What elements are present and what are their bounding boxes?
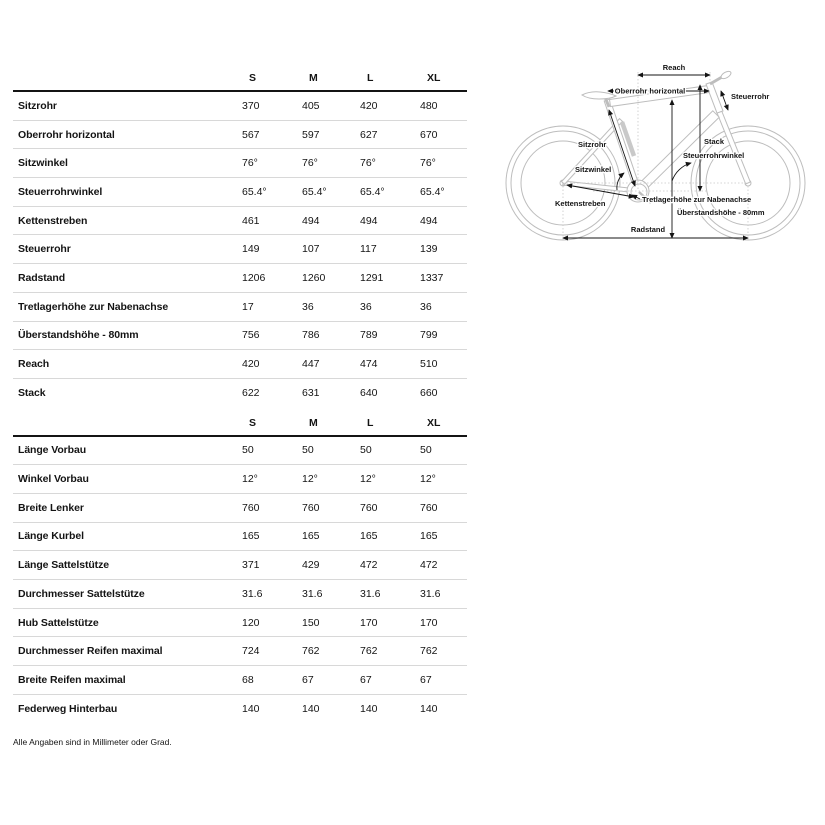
row-value-l: 165	[360, 530, 378, 543]
column-header-l: L	[367, 72, 374, 84]
row-value-m: 140	[302, 703, 320, 716]
row-label: Winkel Vorbau	[18, 473, 89, 486]
row-value-m: 405	[302, 99, 320, 112]
row-label: Durchmesser Reifen maximal	[18, 645, 163, 658]
row-value-m: 786	[302, 329, 320, 342]
row-value-s: 622	[242, 387, 260, 400]
row-label: Durchmesser Sattelstütze	[18, 587, 145, 600]
row-value-xl: 67	[420, 673, 432, 686]
row-label: Kettenstreben	[18, 214, 88, 227]
row-value-xl: 31.6	[420, 587, 441, 600]
row-label: Steuerrohrwinkel	[18, 185, 103, 198]
row-value-s: 461	[242, 214, 260, 227]
row-value-s: 1206	[242, 271, 266, 284]
column-header-xl: XL	[427, 416, 441, 429]
table-row	[13, 437, 467, 466]
units-footnote: Alle Angaben sind in Millimeter oder Grad.	[13, 737, 172, 748]
row-value-m: 31.6	[302, 587, 323, 600]
row-value-xl: 65.4°	[420, 185, 445, 198]
table-row	[13, 609, 467, 638]
row-value-m: 36	[302, 300, 314, 313]
row-value-l: 140	[360, 703, 378, 716]
row-value-xl: 472	[420, 559, 438, 572]
row-value-l: 76°	[360, 157, 376, 170]
row-value-xl: 494	[420, 214, 438, 227]
column-header-m: M	[309, 416, 318, 429]
row-value-s: 756	[242, 329, 260, 342]
row-value-m: 631	[302, 387, 320, 400]
label-steuerrohr: Steuerrohr	[731, 92, 770, 101]
table-row	[13, 695, 467, 724]
row-value-xl: 139	[420, 243, 438, 256]
row-value-l: 50	[360, 444, 372, 457]
row-label: Länge Kurbel	[18, 530, 84, 543]
row-value-l: 789	[360, 329, 378, 342]
label-reach: Reach	[662, 63, 686, 72]
table-row	[13, 465, 467, 494]
row-value-l: 474	[360, 358, 378, 371]
row-value-xl: 140	[420, 703, 438, 716]
row-label: Steuerrohr	[18, 243, 71, 256]
table-row	[13, 149, 467, 178]
row-label: Breite Reifen maximal	[18, 673, 126, 686]
row-value-l: 420	[360, 99, 378, 112]
row-label: Breite Lenker	[18, 501, 84, 514]
row-value-s: 31.6	[242, 587, 263, 600]
row-value-l: 65.4°	[360, 185, 385, 198]
label-tretlagerhoehe: Tretlagerhöhe zur Nabenachse	[642, 195, 752, 204]
table-row	[13, 379, 467, 408]
row-label: Länge Sattelstütze	[18, 559, 109, 572]
row-value-s: 165	[242, 530, 260, 543]
label-steuerrohrwinkel: Steuerrohrwinkel	[683, 151, 745, 160]
table-row	[13, 207, 467, 236]
row-value-s: 370	[242, 99, 260, 112]
component-rows	[13, 437, 467, 724]
column-header-s: S	[249, 416, 257, 429]
row-value-m: 494	[302, 214, 320, 227]
size-header-row-2	[13, 408, 467, 437]
row-value-m: 429	[302, 559, 320, 572]
row-label: Länge Vorbau	[18, 444, 87, 457]
row-value-s: 76°	[242, 157, 258, 170]
row-value-m: 12°	[302, 473, 318, 486]
row-value-m: 760	[302, 501, 320, 514]
table-row	[13, 637, 467, 666]
row-value-m: 1260	[302, 271, 326, 284]
row-value-xl: 670	[420, 128, 438, 141]
row-value-s: 760	[242, 501, 260, 514]
row-label: Stack	[18, 387, 46, 400]
row-value-s: 12°	[242, 473, 258, 486]
row-label: Oberrohr horizontal	[18, 128, 115, 141]
row-value-xl: 660	[420, 387, 438, 400]
row-value-l: 494	[360, 214, 378, 227]
row-value-m: 762	[302, 645, 320, 658]
table-row	[13, 178, 467, 207]
label-sitzrohr: Sitzrohr	[578, 140, 607, 149]
row-value-xl: 50	[420, 444, 432, 457]
row-label: Tretlagerhöhe zur Nabenachse	[18, 300, 169, 313]
row-value-s: 50	[242, 444, 254, 457]
row-label: Reach	[18, 358, 50, 371]
label-ueberstandshoehe: Überstandshöhe - 80mm	[677, 208, 765, 217]
row-value-xl: 36	[420, 300, 432, 313]
table-row	[13, 121, 467, 150]
row-value-m: 447	[302, 358, 320, 371]
row-value-xl: 510	[420, 358, 438, 371]
row-value-m: 165	[302, 530, 320, 543]
row-value-l: 627	[360, 128, 378, 141]
row-value-l: 12°	[360, 473, 376, 486]
row-value-xl: 12°	[420, 473, 436, 486]
geometry-rows	[13, 92, 467, 408]
label-stack: Stack	[704, 137, 725, 146]
row-value-l: 31.6	[360, 587, 381, 600]
row-value-l: 170	[360, 616, 378, 629]
row-value-l: 67	[360, 673, 372, 686]
row-value-s: 149	[242, 243, 260, 256]
row-value-xl: 76°	[420, 157, 436, 170]
row-value-m: 107	[302, 243, 320, 256]
row-value-xl: 165	[420, 530, 438, 543]
saddle	[582, 92, 616, 99]
row-value-xl: 1337	[420, 271, 444, 284]
row-value-s: 420	[242, 358, 260, 371]
table-row	[13, 322, 467, 351]
bike-geometry-diagram	[495, 50, 825, 255]
row-value-l: 36	[360, 300, 372, 313]
row-value-l: 640	[360, 387, 378, 400]
row-value-s: 68	[242, 673, 254, 686]
label-sitzwinkel: Sitzwinkel	[575, 165, 612, 174]
row-value-xl: 799	[420, 329, 438, 342]
row-value-m: 50	[302, 444, 314, 457]
geometry-table	[13, 63, 467, 747]
row-value-l: 760	[360, 501, 378, 514]
row-value-xl: 760	[420, 501, 438, 514]
row-value-s: 65.4°	[242, 185, 267, 198]
row-value-m: 65.4°	[302, 185, 327, 198]
row-value-l: 762	[360, 645, 378, 658]
row-label: Sitzwinkel	[18, 157, 68, 170]
column-header-l: L	[367, 416, 374, 429]
table-row	[13, 235, 467, 264]
table-row	[13, 293, 467, 322]
handlebar-grip	[720, 70, 732, 80]
table-row	[13, 92, 467, 121]
table-row	[13, 580, 467, 609]
row-value-s: 17	[242, 300, 254, 313]
row-value-m: 150	[302, 616, 320, 629]
table-row	[13, 264, 467, 293]
table-row	[13, 551, 467, 580]
column-header-xl: XL	[427, 72, 441, 84]
row-value-m: 597	[302, 128, 320, 141]
row-value-s: 120	[242, 616, 260, 629]
table-row	[13, 523, 467, 552]
row-value-m: 67	[302, 673, 314, 686]
column-header-s: S	[249, 72, 257, 84]
row-value-xl: 170	[420, 616, 438, 629]
row-value-s: 140	[242, 703, 260, 716]
stem	[710, 77, 722, 84]
row-label: Hub Sattelstütze	[18, 616, 99, 629]
label-kettenstreben: Kettenstreben	[555, 199, 606, 208]
row-value-xl: 480	[420, 99, 438, 112]
column-header-m: M	[309, 72, 318, 84]
size-header-row-1	[13, 63, 467, 92]
row-value-l: 117	[360, 243, 377, 256]
table-row	[13, 494, 467, 523]
row-value-l: 1291	[360, 271, 384, 284]
row-label: Überstandshöhe - 80mm	[18, 329, 139, 342]
label-oberrohr: Oberrohr horizontal	[614, 86, 686, 96]
row-value-s: 724	[242, 645, 260, 658]
label-radstand: Radstand	[630, 225, 666, 234]
row-label: Federweg Hinterbau	[18, 703, 118, 716]
row-value-l: 472	[360, 559, 378, 572]
row-value-s: 371	[242, 559, 260, 572]
row-value-xl: 762	[420, 645, 438, 658]
row-label: Radstand	[18, 271, 66, 284]
table-row	[13, 666, 467, 695]
row-value-s: 567	[242, 128, 260, 141]
row-label: Sitzrohr	[18, 99, 57, 112]
headangle-arc	[672, 163, 691, 181]
table-row	[13, 350, 467, 379]
row-value-m: 76°	[302, 157, 318, 170]
